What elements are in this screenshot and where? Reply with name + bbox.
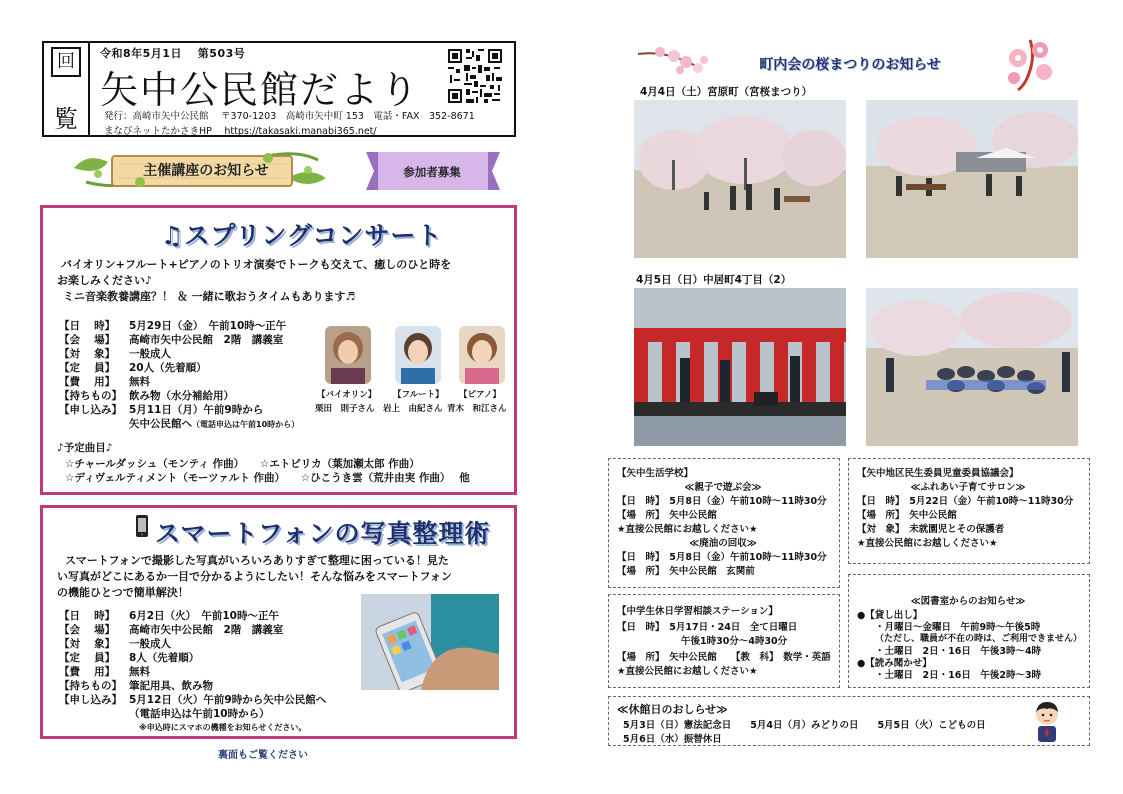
performer-role: 【フルート】 bbox=[393, 390, 444, 400]
newsletter-title: 矢中公民館だより bbox=[100, 68, 421, 112]
event-note: ★直接公民館にお越しください★ bbox=[857, 538, 998, 549]
concert-detail-row: 【費 用】 無料 bbox=[59, 376, 150, 388]
library-box bbox=[848, 574, 1090, 688]
smartphone-detail-row: 【会 場】 高崎市矢中公民館 2階 講義室 bbox=[59, 624, 284, 636]
staff-character-icon bbox=[1030, 700, 1064, 744]
event-note: ★直接公民館にお越しください★ bbox=[617, 666, 758, 677]
performer-role: 【バイオリン】 bbox=[317, 390, 377, 400]
performer-name: 岩上 由紀さん bbox=[383, 404, 443, 414]
smartphone-intro-line-3: の機能ひとつで簡単解決！ bbox=[57, 586, 189, 599]
masthead bbox=[42, 41, 516, 137]
flutist-portrait bbox=[395, 326, 441, 384]
living-school-box bbox=[608, 458, 840, 588]
event-note: ★直接公民館にお越しください★ bbox=[617, 524, 758, 535]
issue-info: 令和8年5月1日 第503号 bbox=[100, 47, 246, 60]
website-info: まなびネットたかさきHP https://takasaki.manabi365.net/ bbox=[104, 126, 377, 137]
event-date: 【日 時】 5月8日（金）午前10時～11時30分 bbox=[617, 496, 827, 507]
event-title: ≪廃油の回収≫ bbox=[689, 538, 757, 549]
event-place: 【場 所】 矢中公民館 【教 科】 数学・英語 bbox=[617, 652, 831, 663]
smartphone-intro-line-1: スマートフォンで撮影した写真がいろいろありすぎて整理に困っている！見た bbox=[65, 554, 449, 567]
circulation-char-2: 覧 bbox=[54, 105, 78, 133]
closed-days-line: 5月3日（日）憲法記念日 5月4日（月）みどりの日 5月5日（火）こどもの日 bbox=[623, 720, 986, 731]
living-school-heading: 【矢中生活学校】 bbox=[617, 468, 694, 479]
smartphone-detail-row: 【対 象】 一般成人 bbox=[59, 638, 171, 650]
concert-intro-line-1: バイオリン+フルート+ピアノのトリオ演奏でトークも交えて、癒しのひと時を bbox=[61, 258, 452, 271]
publisher-info: 発行：高崎市矢中公民館 〒370-1203 高崎市矢中町 153 電話・FAX 352-8671 bbox=[104, 111, 475, 122]
performer-name: 青木 和江さん bbox=[447, 404, 507, 414]
event-date: 【日 時】 5月22日（金）午前10時～11時30分 bbox=[857, 496, 1074, 507]
smartphone-detail-row: 【申し込み】 5月12日（火）午前9時から矢中公民館へ bbox=[59, 694, 327, 706]
smartphone-apply-note: （電話申込は午前10時から） bbox=[129, 708, 270, 720]
performer-role: 【ピアノ】 bbox=[459, 390, 501, 400]
festival-date-1: 4月4日（土）宮原町（宮桜まつり） bbox=[640, 86, 813, 98]
event-title: ≪ふれあい子育てサロン≫ bbox=[910, 482, 1026, 493]
library-storytime-hours: ・土曜日 2日・16日 午後2時～3時 bbox=[875, 670, 1042, 681]
event-date: 【日 時】 5月17日・24日 全て日曜日 bbox=[617, 622, 798, 633]
library-lending-label: ●【貸し出し】 bbox=[857, 610, 923, 621]
concert-panel bbox=[40, 205, 517, 495]
library-storytime-label: ●【読み聞かせ】 bbox=[857, 658, 932, 669]
concert-detail-row: 【会 場】 高崎市矢中公民館 2階 講義室 bbox=[59, 334, 284, 346]
welfare-council-heading: 【矢中地区民生委員児童委員協議会】 bbox=[857, 468, 1019, 479]
violinist-portrait bbox=[325, 326, 371, 384]
section-header-label: 主催講座のお知らせ bbox=[143, 163, 269, 179]
program-header: ♪予定曲目♪ bbox=[57, 442, 113, 454]
concert-intro-line-2: お楽しみください♪ bbox=[57, 274, 153, 287]
smartphone-detail-row: 【日 時】 6月2日（火） 午前10時～正午 bbox=[59, 610, 279, 622]
study-station-box bbox=[608, 594, 840, 688]
concert-intro-line-3: ミニ音楽教養講座？！ ＆ 一緒に歌おうタイムもあります♬ bbox=[63, 290, 356, 303]
library-hours: ・土曜日 2日・16日 午後3時～4時 bbox=[875, 646, 1042, 657]
cherry-blossom-icon bbox=[1000, 36, 1058, 92]
closed-days-line: 5月6日（水）振替休日 bbox=[623, 734, 722, 745]
concert-apply-line: 矢中公民館へ（電話申込は午前10時から） bbox=[129, 418, 300, 430]
library-hours-note: （ただし、職員が不在の時は、ご利用できません） bbox=[875, 634, 1083, 644]
pianist-portrait bbox=[459, 326, 505, 384]
smartphone-footnote: ※申込時にスマホの機種をお知らせください。 bbox=[139, 723, 307, 732]
event-place: 【場 所】 矢中公民館 玄関前 bbox=[617, 566, 755, 577]
event-place: 【場 所】 矢中公民館 bbox=[857, 510, 957, 521]
qr-code-icon[interactable] bbox=[446, 47, 504, 105]
cherry-branch-icon bbox=[636, 40, 718, 80]
concert-title: ♫スプリングコンサート bbox=[161, 221, 443, 250]
smartphone-title: スマートフォンの写真整理術 bbox=[155, 519, 491, 548]
festival-photo-3 bbox=[634, 288, 846, 446]
event-date: 【日 時】 5月8日（金）午前10時～11時30分 bbox=[617, 552, 827, 563]
back-page-note: 裏面もご覧ください bbox=[218, 750, 308, 761]
festival-title: 町内会の桜まつりのお知らせ bbox=[759, 57, 941, 73]
closed-days-box bbox=[608, 696, 1090, 746]
performer-name: 栗田 則子さん bbox=[315, 404, 375, 414]
closed-days-heading: ≪休館日のおしらせ≫ bbox=[617, 703, 728, 716]
concert-detail-row: 【持ちもの】 飲み物（水分補給用） bbox=[59, 390, 234, 402]
concert-detail-row: 【対 象】 一般成人 bbox=[59, 348, 171, 360]
smartphone-detail-row: 【定 員】 8人（先着順） bbox=[59, 652, 200, 664]
library-heading: ≪図書室からのお知らせ≫ bbox=[910, 596, 1026, 607]
program-line-2: ☆ディヴェルティメント（モーツァルト 作曲） ☆ひこうき雲（荒井由実 作曲） 他 bbox=[65, 472, 470, 484]
festival-photo-4 bbox=[866, 288, 1078, 446]
circulation-char-1: 回 bbox=[51, 47, 81, 77]
recruit-badge-label: 参加者募集 bbox=[403, 165, 461, 179]
program-line-1: ☆チャールダッシュ（モンティ 作曲） ☆エトピリカ（葉加瀬太郎 作曲） bbox=[65, 458, 420, 470]
smartphone-detail-row: 【費 用】 無料 bbox=[59, 666, 150, 678]
festival-photo-2 bbox=[866, 100, 1078, 258]
concert-detail-row: 【定 員】 20人（先着順） bbox=[59, 362, 207, 374]
welfare-council-box bbox=[848, 458, 1090, 564]
event-place: 【場 所】 矢中公民館 bbox=[617, 510, 717, 521]
concert-detail-row: 【申し込み】 5月11日（月）午前9時から bbox=[59, 404, 264, 416]
library-hours: ・月曜日～金曜日 午前9時～午後5時 bbox=[875, 622, 1041, 633]
event-target: 【対 象】 未就園児とその保護者 bbox=[857, 524, 1005, 535]
event-time: 午後1時30分～4時30分 bbox=[681, 636, 788, 647]
circulation-box bbox=[44, 43, 90, 135]
smartphone-detail-row: 【持ちもの】 筆記用具、飲み物 bbox=[59, 680, 213, 692]
event-title: ≪親子で遊ぶ会≫ bbox=[684, 482, 762, 493]
smartphone-photo bbox=[361, 594, 499, 690]
smartphone-icon bbox=[135, 514, 149, 538]
festival-date-2: 4月5日（日）中居町4丁目（2） bbox=[636, 274, 792, 286]
festival-photo-1 bbox=[634, 100, 846, 258]
smartphone-intro-line-2: い写真がどこにあるか一目で分かるようにしたい！そんな悩みをスマートフォン bbox=[57, 570, 452, 583]
study-station-heading: 【中学生休日学習相談ステーション】 bbox=[617, 606, 778, 617]
concert-detail-row: 【日 時】 5月29日（金） 午前10時～正午 bbox=[59, 320, 287, 332]
smartphone-panel bbox=[40, 505, 517, 739]
